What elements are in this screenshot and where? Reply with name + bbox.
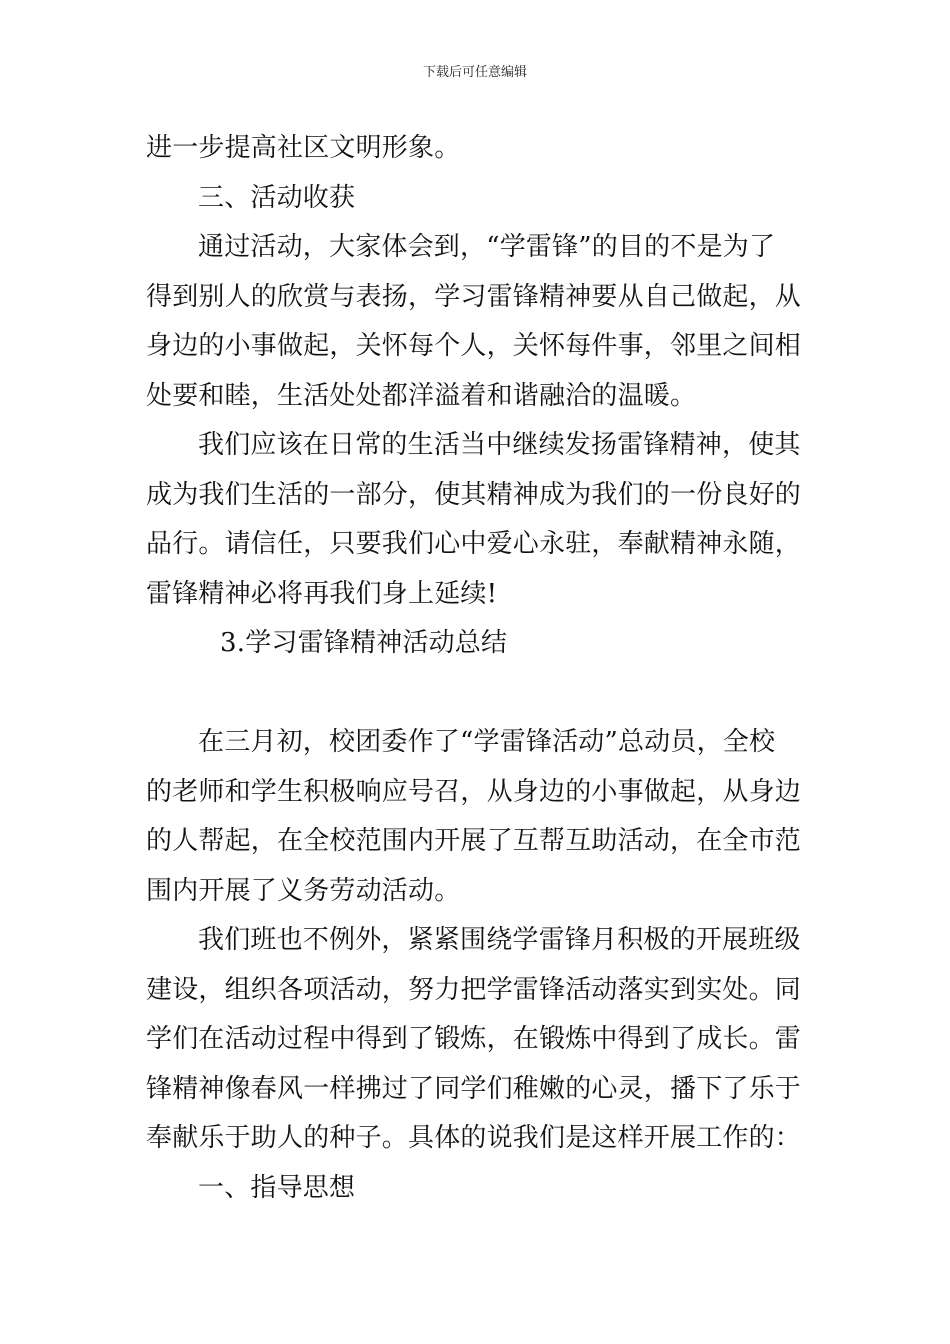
paragraph-line: 的人帮起，在全校范围内开展了互帮互助活动，在全市范 <box>146 826 802 856</box>
paragraph-line: 身边的小事做起，关怀每个人，关怀每件事，邻里之间相 <box>146 331 802 361</box>
document-body <box>146 124 810 1213</box>
paragraph-line: 建设，组织各项活动，努力把学雷锋活动落实到实处。同 <box>146 974 802 1005</box>
paragraph-line: 奉献乐于助人的种子。具体的说我们是这样开展工作的： <box>146 1123 802 1153</box>
paragraph-line: 我们班也不例外，紧紧围绕学雷锋月积极的开展班级 <box>198 925 801 955</box>
paragraph-line: 品行。请信任，只要我们心中爱心永驻，奉献精神永随， <box>146 529 802 559</box>
paragraph-line: 处要和睦，生活处处都洋溢着和谐融洽的温暖。 <box>146 380 697 411</box>
paragraph-line: 学们在活动过程中得到了锻炼，在锻炼中得到了成长。雷 <box>146 1024 802 1054</box>
paragraph-line: 进一步提高社区文明形象。 <box>146 133 461 163</box>
section-heading: 一、指导思想 <box>198 1172 356 1203</box>
paragraph-line: 雷锋精神必将再我们身上延续! <box>146 578 498 609</box>
section-heading: 三、活动收获 <box>198 182 356 213</box>
paragraph-line: 成为我们生活的一部分，使其精神成为我们的一份良好的 <box>146 479 802 510</box>
paragraph-line: 通过活动，大家体会到，“学雷锋”的目的不是为了 <box>198 232 776 262</box>
blank-spacer <box>146 669 810 719</box>
paragraph-line: 我们应该在日常的生活当中继续发扬雷锋精神，使其 <box>198 430 801 460</box>
paragraph-line: 得到别人的欣赏与表扬，学习雷锋精神要从自己做起，从 <box>146 281 802 312</box>
paragraph-line: 的老师和学生积极响应号召，从身边的小事做起，从身边 <box>146 776 802 807</box>
paragraph-line: 围内开展了义务劳动活动。 <box>146 875 461 906</box>
page-header: 下载后可任意编辑 <box>422 65 527 80</box>
paragraph-line: 在三月初，校团委作了“学雷锋活动”总动员，全校 <box>198 727 776 757</box>
paragraph-line: 锋精神像春风一样拂过了同学们稚嫩的心灵，播下了乐于 <box>146 1073 802 1104</box>
article-title: 3.学习雷锋精神活动总结 <box>220 628 508 658</box>
